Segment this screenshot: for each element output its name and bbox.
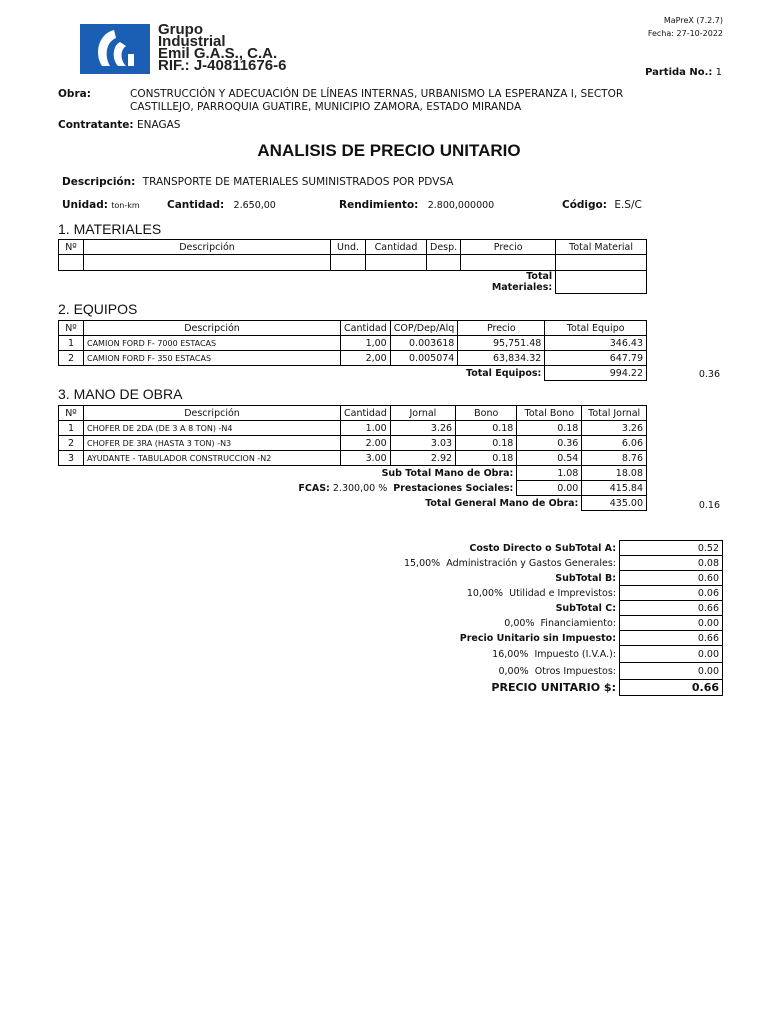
equipo-total: 647.79: [545, 351, 647, 366]
equipos-table: [58, 320, 647, 381]
table-row: [59, 451, 647, 466]
mano-obra-cantidad: 2.00: [341, 436, 391, 451]
mano-obra-bono: 0.18: [456, 421, 517, 436]
materiales-total-row: [59, 271, 647, 294]
summary-label: Utilidad e Imprevistos:: [509, 587, 616, 599]
contratante-value: ENAGAS: [136, 119, 181, 131]
summary-pct: 15,00%: [403, 557, 441, 569]
col-header: Nº: [59, 321, 84, 336]
partida-value: 1: [715, 67, 722, 78]
summary-label-cell: [380, 646, 620, 663]
equipos-total-label: Total Equipos:: [465, 367, 542, 379]
mano-obra-total-jornal: 8.76: [582, 451, 647, 466]
summary-value: 0.08: [620, 556, 723, 571]
summary-label: Costo Directo o SubTotal A:: [469, 542, 616, 554]
prestaciones-label: Prestaciones Sociales:: [393, 482, 514, 494]
summary-row: [380, 631, 723, 646]
precio-unitario-value: 0.66: [620, 680, 723, 696]
summary-row: [380, 586, 723, 601]
summary-table: [380, 540, 723, 696]
summary-label-cell: [380, 541, 620, 556]
summary-label-cell: [380, 556, 620, 571]
mano-obra-total-row: [59, 496, 647, 511]
fcas-value: 2.300,00 %: [332, 482, 388, 494]
prestaciones-row: [59, 481, 647, 496]
col-header: Nº: [59, 240, 84, 255]
summary-row: [380, 556, 723, 571]
section-equipos-title: 2. EQUIPOS: [58, 301, 138, 317]
summary-value: 0.00: [620, 663, 723, 680]
company-line1: Grupo: [158, 21, 203, 38]
precio-unitario-row: [380, 680, 723, 696]
mano-obra-total-jornal: 3.26: [582, 421, 647, 436]
mano-obra-table: [58, 405, 647, 511]
partida-label: Partida No.:: [645, 67, 713, 78]
summary-value: 0.66: [620, 631, 723, 646]
equipos-total-row: [59, 366, 647, 381]
unidad-value: ton-km: [111, 201, 140, 210]
summary-label: Impuesto (I.V.A.):: [534, 648, 616, 660]
col-header: Total Jornal: [582, 406, 647, 421]
materiales-table: [58, 239, 647, 294]
col-header: COP/Dep/Alq: [390, 321, 458, 336]
mano-obra-total-bono: 0.18: [517, 421, 582, 436]
company-name: [158, 21, 287, 74]
table-row: [59, 421, 647, 436]
obra-label: Obra:: [58, 88, 91, 100]
summary-label: Otros Impuestos:: [534, 665, 616, 677]
mano-obra-cantidad: 1.00: [341, 421, 391, 436]
equipos-unit-value: 0.36: [698, 369, 720, 380]
summary-label-cell: [380, 663, 620, 680]
equipo-description: CAMION FORD F- 7000 ESTACAS: [84, 336, 341, 351]
obra-value: [130, 88, 623, 114]
row-number: 2: [59, 351, 84, 366]
table-header-row: [59, 240, 647, 255]
equipo-cop: 0.005074: [390, 351, 458, 366]
summary-row: [380, 616, 723, 631]
summary-pct: 16,00%: [492, 648, 529, 660]
row-number: 1: [59, 421, 84, 436]
col-header: Bono: [456, 406, 517, 421]
materiales-total-label: Total Materiales:: [491, 271, 553, 293]
mano-obra-bono: 0.18: [456, 436, 517, 451]
software-version: MaPreX (7.2.7): [663, 16, 723, 25]
mano-obra-subtotal-jornal: 18.08: [582, 466, 647, 481]
mano-obra-jornal: 3.26: [390, 421, 455, 436]
col-header: Descripción: [84, 321, 341, 336]
cantidad-label: Cantidad:: [167, 199, 225, 211]
col-header: Precio: [458, 321, 545, 336]
col-header: Total Material: [556, 240, 647, 255]
row-number: 1: [59, 336, 84, 351]
summary-value: 0.60: [620, 571, 723, 586]
report-date: Fecha: 27-10-2022: [647, 29, 723, 38]
summary-row: [380, 663, 723, 680]
summary-value: 0.00: [620, 616, 723, 631]
mano-obra-cantidad: 3.00: [341, 451, 391, 466]
equipo-cantidad: 2,00: [341, 351, 391, 366]
col-header: Jornal: [390, 406, 455, 421]
unidad-label: Unidad:: [62, 199, 108, 211]
col-header: Nº: [59, 406, 84, 421]
codigo: [562, 199, 642, 211]
table-row: [59, 255, 647, 271]
company-rif: RIF.: J-40811676-6: [158, 57, 287, 74]
page-title: ANALISIS DE PRECIO UNITARIO: [257, 141, 521, 160]
mano-obra-description: CHOFER DE 2DA (DE 3 A 8 TON) -N4: [84, 421, 341, 436]
summary-value: 0.52: [620, 541, 723, 556]
mano-obra-subtotal-bono: 1.08: [517, 466, 582, 481]
summary-label-cell: [380, 601, 620, 616]
summary-label-cell: [380, 571, 620, 586]
equipos-total-value: 994.22: [545, 366, 647, 381]
col-header: Cantidad: [341, 406, 391, 421]
equipo-total: 346.43: [545, 336, 647, 351]
rendimiento: [339, 199, 494, 211]
table-row: [59, 436, 647, 451]
mano-obra-total-bono: 0.54: [517, 451, 582, 466]
materiales-total-value: [556, 271, 647, 294]
summary-label-cell: [380, 616, 620, 631]
table-header-row: [59, 406, 647, 421]
contratante-label: Contratante:: [58, 119, 134, 131]
summary-row: [380, 646, 723, 663]
obra-line1: CONSTRUCCIÓN Y ADECUACIÓN DE LÍNEAS INTERNAS, URBANISMO LA ESPERANZA I, SECTOR: [130, 88, 624, 100]
col-header: Cantidad: [366, 240, 427, 255]
mano-obra-jornal: 3.03: [390, 436, 455, 451]
mano-obra-description: CHOFER DE 3RA (HASTA 3 TON) -N3: [84, 436, 341, 451]
company-line2: Industrial: [158, 33, 226, 50]
summary-pct: 0,00%: [504, 617, 535, 629]
mano-obra-subtotal-row: [59, 466, 647, 481]
summary-value: 0.06: [620, 586, 723, 601]
summary-row: [380, 571, 723, 586]
section-materiales-title: 1. MATERIALES: [58, 221, 162, 237]
rendimiento-label: Rendimiento:: [339, 199, 419, 211]
mano-obra-total-jornal: 6.06: [582, 436, 647, 451]
section-mano-obra-title: 3. MANO DE OBRA: [58, 386, 183, 402]
table-header-row: [59, 321, 647, 336]
summary-value: 0.66: [620, 601, 723, 616]
descripcion-label: Descripción:: [62, 176, 136, 188]
codigo-value: E.S/C: [614, 199, 642, 211]
contratante: [58, 119, 180, 131]
summary-row: [380, 541, 723, 556]
mano-obra-bono: 0.18: [456, 451, 517, 466]
descripcion: [62, 176, 453, 188]
summary-label: Precio Unitario sin Impuesto:: [459, 632, 616, 644]
unidad: [62, 199, 140, 211]
descripcion-value: TRANSPORTE DE MATERIALES SUMINISTRADOS POR PDVSA: [142, 176, 454, 188]
logo-mark-icon: [80, 24, 150, 74]
summary-label: SubTotal C:: [555, 602, 616, 614]
col-header: Descripción: [84, 406, 341, 421]
mano-obra-total-value: 435.00: [582, 496, 647, 511]
company-line3: Emil G.A.S., C.A.: [158, 45, 278, 62]
summary-value: 0.00: [620, 646, 723, 663]
col-header: Total Bono: [517, 406, 582, 421]
equipo-cantidad: 1,00: [341, 336, 391, 351]
table-row: [59, 336, 647, 351]
fcas: [84, 481, 391, 496]
prestaciones-jornal: 415.84: [582, 481, 647, 496]
cantidad: [167, 199, 276, 211]
fcas-label: FCAS:: [298, 482, 330, 494]
col-header: Desp.: [427, 240, 461, 255]
mano-obra-unit-value: 0.16: [698, 500, 720, 511]
col-header: Cantidad: [341, 321, 391, 336]
codigo-label: Código:: [562, 199, 607, 211]
row-number: 3: [59, 451, 84, 466]
summary-pct: 10,00%: [466, 587, 504, 599]
obra-line2: CASTILLEJO, PARROQUIA GUATIRE, MUNICIPIO ZAMORA, ESTADO MIRANDA: [130, 101, 522, 113]
summary-label-cell: [380, 631, 620, 646]
mano-obra-description: AYUDANTE - TABULADOR CONSTRUCCION -N2: [84, 451, 341, 466]
summary-row: [380, 601, 723, 616]
mano-obra-jornal: 2.92: [390, 451, 455, 466]
summary-pct: 0,00%: [498, 665, 529, 677]
equipo-precio: 63,834.32: [458, 351, 545, 366]
summary-label: Financiamiento:: [540, 617, 616, 629]
equipo-precio: 95,751.48: [458, 336, 545, 351]
mano-obra-total-label: Total General Mano de Obra:: [425, 497, 579, 509]
mano-obra-subtotal-label: Sub Total Mano de Obra:: [381, 467, 514, 479]
company-logo: [80, 24, 150, 74]
summary-label-cell: [380, 586, 620, 601]
col-header: Und.: [331, 240, 366, 255]
summary-label: SubTotal B:: [555, 572, 616, 584]
summary-label: Administración y Gastos Generales:: [446, 557, 616, 569]
rendimiento-value: 2.800,000000: [427, 200, 495, 211]
equipo-cop: 0.003618: [390, 336, 458, 351]
table-row: [59, 351, 647, 366]
col-header: Descripción: [84, 240, 331, 255]
precio-unitario-label: PRECIO UNITARIO $:: [491, 681, 616, 694]
prestaciones-bono: 0.00: [517, 481, 582, 496]
cantidad-value: 2.650,00: [233, 200, 276, 211]
partida-number: [645, 67, 722, 78]
row-number: 2: [59, 436, 84, 451]
equipo-description: CAMION FORD F- 350 ESTACAS: [84, 351, 341, 366]
col-header: Total Equipo: [545, 321, 647, 336]
mano-obra-total-bono: 0.36: [517, 436, 582, 451]
col-header: Precio: [461, 240, 556, 255]
